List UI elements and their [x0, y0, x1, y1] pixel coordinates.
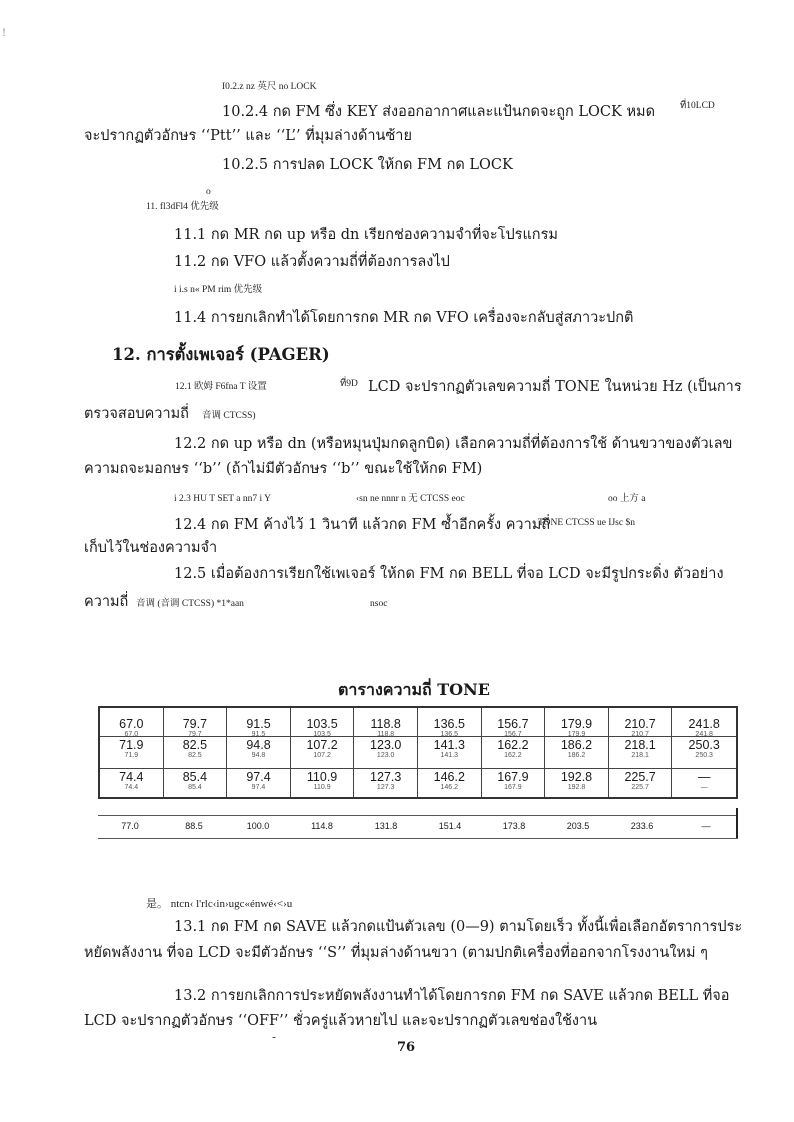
- item-12-1-end: LCD จะปรากฏตัวเลขความถี่ TONE ในหน่วย Hz (เป็นการ: [368, 379, 742, 395]
- item-13-1-cont: หยัดพลังงาน ที่จอ LCD จะมีตัวอักษร ‘‘S’’ ที่มุมล่างด้านขวา (ตามปกติเครื่องที่ออกจากโรงงานใหม่ ๆ: [84, 945, 708, 961]
- tone-frequency-table: [98, 706, 738, 799]
- item-12-5: 12.5 เมื่อต้องการเรียกใช้เพเจอร์ ให้กด FM กด BELL ที่จอ LCD จะมีรูปกระดิ่ง ตัวอย่าง: [174, 566, 724, 582]
- tone-value: 233.6: [630, 821, 654, 831]
- tone-cell: [545, 737, 609, 769]
- tone-value-echo: 110.9: [313, 784, 331, 791]
- tone-cell: [672, 737, 736, 769]
- tone-value-echo: 91.5: [251, 731, 266, 738]
- scan-mark: -: [272, 1030, 277, 1044]
- item-12-1-start: 12.1 欧姆 F6fna T 设置: [175, 382, 267, 392]
- tone-value: 186.2: [560, 738, 593, 752]
- stray-mark: o: [206, 187, 211, 197]
- tone-cell: [164, 769, 228, 797]
- tone-value: —: [697, 770, 711, 784]
- tone-value-echo: 167.9: [504, 784, 522, 791]
- item-12-5-cont: ความถี่: [84, 594, 129, 610]
- tone-cell: [545, 769, 609, 797]
- scan-mark: !: [2, 28, 7, 39]
- item-12-2-cont: ความถจะมอกษร ‘‘b’’ (ถ้าไม่มีตัวอักษร ‘‘b’’ ขณะใช้ให้กด FM): [84, 461, 483, 477]
- garbled-fragment: 音调 (音调 CTCSS) *1*aan: [136, 599, 244, 609]
- item-13-2: 13.2 การยกเลิกการประหยัดพลังงานทำได้โดยการกด FM กด SAVE แล้วกด BELL ที่จอ: [174, 988, 730, 1004]
- item-13-2-cont: LCD จะปรากฏตัวอักษร ‘‘OFF’’ ชั่วครู่แล้วหายไป และจะปรากฏตัวเลขช่องใช้งาน: [84, 1013, 598, 1029]
- tone-value: 131.8: [374, 821, 398, 831]
- garbled-line: I0.2.z nz 英尺 no LOCK: [222, 82, 317, 92]
- table-title: ตารางความถี่ TONE: [338, 680, 490, 699]
- tone-cell: [291, 769, 355, 797]
- table-edge-mark: [736, 808, 738, 838]
- tone-cell: [482, 708, 546, 737]
- tone-value: 250.3: [688, 738, 720, 752]
- garbled-fragment: nsoc: [370, 599, 388, 609]
- tone-cell: [291, 737, 355, 769]
- tone-value-echo: 123.0: [376, 752, 395, 759]
- tone-value: 225.7: [624, 770, 656, 784]
- item-11-4: 11.4 การยกเลิกทำได้โดยการกด MR กด VFO เครื่องจะกลับสู่สภาวะปกติ: [174, 310, 634, 326]
- tone-cell: [227, 737, 291, 769]
- tone-value: 94.8: [246, 738, 271, 752]
- tone-cell: [100, 708, 164, 737]
- tone-cell: [482, 769, 546, 797]
- tone-value: 173.8: [502, 821, 526, 831]
- tone-value-echo: 82.5: [188, 752, 202, 759]
- item-13-1: 13.1 กด FM กด SAVE แล้วกดแป้นตัวเลข (0—9) ตามโดยเร็ว ทั้งนี้เพื่อเลือกอัตราการประ: [174, 919, 743, 935]
- tone-value: 179.9: [560, 717, 593, 731]
- tone-cell: [100, 769, 164, 797]
- tone-value: 123.0: [370, 738, 402, 752]
- tone-value-echo: 156.7: [504, 731, 522, 738]
- tone-value: 192.8: [560, 770, 593, 784]
- tone-cell: [609, 708, 673, 737]
- tone-value-echo: 85.4: [188, 784, 202, 791]
- tone-value-echo: 225.7: [631, 784, 649, 791]
- tone-table-extra-row: [98, 815, 738, 839]
- garbled-fragment: ที่9D: [340, 379, 358, 389]
- tone-cell: [164, 708, 228, 737]
- tone-value-echo: 67.0: [124, 731, 139, 738]
- tone-value: 156.7: [497, 717, 529, 731]
- garbled-fragment: ที่10LCD: [680, 101, 715, 111]
- section-12-heading: 12. การตั้งเพเจอร์ (PAGER): [112, 345, 330, 364]
- tone-cell: [354, 708, 418, 737]
- tone-cell: [418, 737, 482, 769]
- tone-value-echo: 192.8: [567, 784, 586, 791]
- item-12-4-cont: เก็บไว้ในช่องความจำ: [84, 540, 218, 556]
- section-13-heading: 是。 ntcn‹ l'rlc‹in›ugc«énwé‹<›u: [146, 898, 293, 910]
- tone-value: 74.4: [119, 770, 144, 784]
- tone-value: 103.5: [306, 717, 338, 731]
- tone-value: 210.7: [624, 717, 656, 731]
- tone-value: 241.8: [688, 717, 720, 731]
- garbled-fragment: 音调 CTCSS): [202, 411, 256, 421]
- page-number: 76: [397, 1040, 416, 1055]
- tone-value-echo: 118.8: [377, 731, 395, 738]
- tone-value: 67.0: [119, 717, 144, 731]
- tone-value: 97.4: [246, 770, 271, 784]
- tone-value-echo: 103.5: [313, 731, 331, 738]
- tone-value: 82.5: [182, 738, 208, 752]
- tone-cell: [609, 769, 673, 797]
- tone-cell: [100, 737, 164, 769]
- tone-value: 79.7: [182, 717, 208, 731]
- tone-value: —: [701, 821, 711, 831]
- tone-cell: [227, 708, 291, 737]
- tone-cell: [418, 769, 482, 797]
- tone-value-echo: 97.4: [251, 784, 266, 791]
- tone-value-echo: 210.7: [631, 731, 649, 738]
- tone-value: 91.5: [246, 717, 271, 731]
- tone-value: 162.2: [497, 738, 529, 752]
- tone-value-echo: 241.8: [695, 731, 713, 738]
- item-12-4: 12.4 กด FM ค้างไว้ 1 วินาที แล้วกด FM ซ้ำอีกครั้ง ความถี่: [174, 517, 551, 533]
- tone-value: 136.5: [433, 717, 465, 731]
- tone-value: 141.3: [433, 738, 465, 752]
- tone-value-echo: 127.3: [376, 784, 395, 791]
- tone-value-echo: 162.2: [504, 752, 522, 759]
- item-10-2-4-cont: จะปรากฏตัวอักษร ‘‘Ptt’’ และ ‘‘L’’ ที่มุมล่างด้านซ้าย: [84, 128, 412, 144]
- garbled-fragment: TONE CTCSS ue IJsc $n: [538, 518, 635, 528]
- tone-value-echo: 179.9: [567, 731, 586, 738]
- tone-value: 100.0: [246, 821, 270, 831]
- item-12-3-end: oo 上方 a: [608, 494, 646, 504]
- tone-value-echo: 250.3: [695, 752, 713, 759]
- tone-cell: [291, 708, 355, 737]
- tone-value-echo: 107.2: [313, 752, 331, 759]
- tone-cell: [354, 769, 418, 797]
- tone-cell: [164, 737, 228, 769]
- tone-value: 203.5: [566, 821, 590, 831]
- tone-value: 114.8: [311, 821, 333, 831]
- tone-value-echo: 136.5: [440, 731, 459, 738]
- item-10-2-5: 10.2.5 การปลด LOCK ให้กด FM กด LOCK: [222, 157, 513, 173]
- tone-value-echo: 79.7: [188, 731, 202, 738]
- tone-cell: [545, 708, 609, 737]
- tone-value: 71.9: [119, 738, 144, 752]
- tone-value: 146.2: [433, 770, 465, 784]
- tone-value-echo: 94.8: [251, 752, 266, 759]
- item-12-3-mid: ‹sn ne nnnr n 无 CTCSS eoc: [356, 494, 465, 504]
- tone-value: 118.8: [370, 717, 401, 731]
- tone-value: 110.9: [306, 770, 338, 784]
- tone-value-echo: 141.3: [440, 752, 459, 759]
- tone-value-echo: 218.1: [631, 752, 649, 759]
- item-11-3: i i.s n« PM rim 优先级: [174, 285, 263, 295]
- item-12-2: 12.2 กด up หรือ dn (หรือหมุนปุ่มกดลูกบิด) เลือกความถี่ที่ต้องการใช้ ด้านขวาของตัวเลข: [174, 436, 733, 452]
- tone-cell: [482, 737, 546, 769]
- section-11-heading: 11. fl3dFl4 优先级: [146, 202, 219, 212]
- tone-cell: [354, 737, 418, 769]
- tone-value: 151.4: [438, 821, 462, 831]
- tone-value: 77.0: [121, 821, 139, 831]
- tone-cell: [672, 769, 736, 797]
- tone-cell: [418, 708, 482, 737]
- tone-value-echo: 146.2: [440, 784, 459, 791]
- tone-cell: [227, 769, 291, 797]
- tone-value: 127.3: [370, 770, 402, 784]
- tone-value-echo: 74.4: [124, 784, 139, 791]
- tone-value: 218.1: [624, 738, 656, 752]
- tone-value: 167.9: [497, 770, 529, 784]
- tone-value-echo: 186.2: [567, 752, 586, 759]
- tone-value: 88.5: [185, 821, 203, 831]
- item-11-1: 11.1 กด MR กด up หรือ dn เรียกช่องความจำที่จะโปรแกรม: [174, 227, 558, 243]
- tone-value: 85.4: [182, 770, 208, 784]
- item-11-2: 11.2 กด VFO แล้วตั้งความถี่ที่ต้องการลงไป: [174, 254, 450, 270]
- item-12-3-start: i 2.3 HU T SET a nn7 i Y: [174, 494, 272, 504]
- tone-value-echo: —: [700, 784, 708, 791]
- tone-cell: [609, 737, 673, 769]
- item-10-2-4: 10.2.4 กด FM ซึ่ง KEY ส่งออกอากาศและแป้นกดจะถูก LOCK หมด: [222, 104, 655, 120]
- tone-cell: [672, 708, 736, 737]
- tone-value: 107.2: [306, 738, 338, 752]
- item-12-1-cont: ตรวจสอบความถี่: [84, 406, 189, 422]
- tone-value-echo: 71.9: [124, 752, 139, 759]
